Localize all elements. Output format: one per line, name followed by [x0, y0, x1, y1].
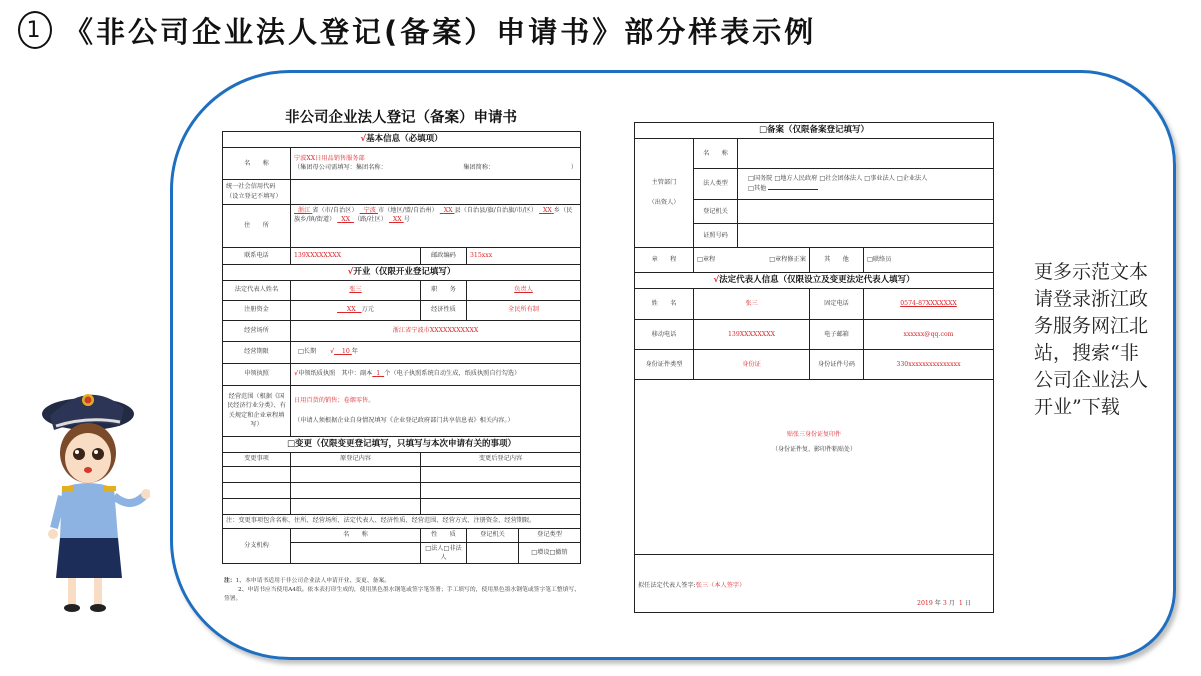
- phone-field[interactable]: 139XXXXXXXX: [291, 247, 421, 264]
- opening-header: √开业（仅限开业登记填写）: [223, 264, 581, 280]
- position-field[interactable]: 负责人: [467, 280, 581, 300]
- other-label: 其 他: [810, 247, 864, 272]
- reg-authority-label: 登记机关: [694, 199, 738, 223]
- change-header: □变更（仅限变更登记填写，只填写与本次申请有关的事项）: [223, 436, 581, 452]
- change-row: [223, 466, 581, 482]
- dept-name-label: 名 称: [694, 138, 738, 168]
- change-row: [223, 498, 581, 514]
- left-form-notes: 注：1、本申请书适用于非公司企业法人申请开业、变更、备案。 2、申请书应当使用A4纸。依本表打印生成的，使用黑色墨水钢笔或签字笔签署；手工填写的，使用黑色墨水钢笔或签字笔工整填写、签署。: [224, 578, 580, 602]
- basic-info-header: √基本信息（必填项）: [223, 132, 581, 148]
- license-field[interactable]: √申领纸质执照 其中：副本 1 个（电子执照系统自动生成，纸质执照自行勾选）: [291, 363, 581, 385]
- filing-header: □备案（仅限备案登记填写）: [635, 123, 994, 139]
- econ-nature-label: 经济性质: [421, 300, 467, 320]
- email-field[interactable]: xxxxxx@qq.com: [864, 319, 994, 349]
- signature-date: 2019 年 3 月 1 日: [917, 600, 972, 608]
- right-application-form: [634, 122, 994, 613]
- credit-code-field[interactable]: [291, 179, 581, 204]
- id-no-label: 身份证件号码: [810, 349, 864, 379]
- change-row: [223, 482, 581, 498]
- id-no-field[interactable]: 330xxxxxxxxxxxxxxx: [864, 349, 994, 379]
- scope-label: 经营范围（根据《国民经济行业分类》、有关规定和企业章程填写）: [223, 385, 291, 436]
- email-label: 电子邮箱: [810, 319, 864, 349]
- name-label: 名 称: [223, 147, 291, 179]
- branch-col-type: 登记类型: [519, 528, 581, 542]
- charter-label: 章 程: [635, 247, 694, 272]
- position-label: 职 务: [421, 280, 467, 300]
- econ-nature-field[interactable]: 全民所有制: [467, 300, 581, 320]
- left-form-title: 非公司企业法人登记（备案）申请书: [285, 110, 517, 126]
- credit-code-label: 统一社会信用代码（设立登记不填写）: [223, 179, 291, 204]
- branch-name-field[interactable]: [291, 542, 421, 564]
- circled-number-badge: 1: [18, 11, 52, 49]
- dept-label: 主管部门 （出资人）: [635, 138, 694, 247]
- business-place-field[interactable]: 浙江省宁波市XXXXXXXXXXX: [291, 320, 581, 341]
- rep-name-label: 姓 名: [635, 288, 694, 319]
- signature-area[interactable]: 拟任法定代表人签字:张三（本人签字） 2019 年 3 月 1 日: [635, 554, 994, 612]
- officer-mascot-icon: [20, 378, 150, 618]
- branch-label: 分支机构: [223, 528, 291, 564]
- change-note: 注：变更事项包含名称、住所、经营场所、法定代表人、经济性质、经营范围、经营方式、注册资金、经营期限。: [223, 514, 581, 528]
- charter-options[interactable]: □章程 □章程修正案: [694, 247, 810, 272]
- landline-field[interactable]: 0574-87XXXXXXX: [864, 288, 994, 319]
- phone-label: 联系电话: [223, 247, 291, 264]
- change-col-new: 变更后登记内容: [421, 452, 581, 466]
- scope-field[interactable]: 日用百货的销售；卷烟零售。 （申请人须根据企业自身情况填写《企业登记政府部门共享信息表》相关内容。）: [291, 385, 581, 436]
- change-col-original: 原登记内容: [291, 452, 421, 466]
- legal-rep-label: 法定代表人姓名: [223, 280, 291, 300]
- branch-nature-checkboxes[interactable]: □法人□非法人: [421, 542, 467, 564]
- cert-no-label: 证照号码: [694, 223, 738, 247]
- rep-name-field[interactable]: 张三: [694, 288, 810, 319]
- postcode-label: 邮政编码: [421, 247, 467, 264]
- license-label: 申领执照: [223, 363, 291, 385]
- capital-label: 注册资金: [223, 300, 291, 320]
- id-type-label: 身份证件类型: [635, 349, 694, 379]
- legal-rep-info-header: √法定代表人信息（仅限设立及变更法定代表人填写）: [635, 272, 994, 288]
- branch-col-nature: 性 质: [421, 528, 467, 542]
- dept-name-field[interactable]: [738, 138, 994, 168]
- capital-field[interactable]: XX 万元: [291, 300, 421, 320]
- address-field[interactable]: 浙江 省（市/自治区） 宁波 市（地区/盟/自治州） XX 县（自治县/旗/自治旗/市/区） XX 乡（民族乡/镇/街道） XX （路/社区） XX 号: [291, 204, 581, 247]
- mobile-field[interactable]: 139XXXXXXXX: [694, 319, 810, 349]
- change-col-item: 变更事项: [223, 452, 291, 466]
- other-options[interactable]: □联络员: [864, 247, 994, 272]
- mobile-label: 移动电话: [635, 319, 694, 349]
- name-field[interactable]: 宁波XX日用品销售服务部 （集团母公司需填写：集团名称： 集团简称： ）: [291, 147, 581, 179]
- legal-rep-field[interactable]: 张三: [291, 280, 421, 300]
- landline-label: 固定电话: [810, 288, 864, 319]
- address-label: 住 所: [223, 204, 291, 247]
- legal-type-label: 法人类型: [694, 168, 738, 199]
- legal-type-options[interactable]: □国务院 □地方人民政府 □社会团体法人 □事业法人 □企业法人 □其他: [738, 168, 994, 199]
- download-hint-text: 更多示范文本请登录浙江政务服务网江北站，搜索“非公司企业法人开业”下载: [1034, 261, 1149, 418]
- reg-authority-field[interactable]: [738, 199, 994, 223]
- term-label: 经营期限: [223, 341, 291, 363]
- branch-authority-field[interactable]: [467, 542, 519, 564]
- branch-type-checkboxes[interactable]: □增设□撤销: [519, 542, 581, 564]
- id-type-field[interactable]: 身份证: [694, 349, 810, 379]
- slide-title: [18, 8, 816, 52]
- cert-no-field[interactable]: [738, 223, 994, 247]
- branch-col-authority: 登记机关: [467, 528, 519, 542]
- term-long-checkbox[interactable]: □长期: [297, 348, 317, 356]
- term-field[interactable]: □长期 √ 10 年: [291, 341, 581, 363]
- branch-col-name: 名 称: [291, 528, 421, 542]
- postcode-field[interactable]: 315xxx: [467, 247, 581, 264]
- left-application-form: [222, 131, 581, 564]
- business-place-label: 经营场所: [223, 320, 291, 341]
- id-copy-paste-area[interactable]: 贴张三身份证复印件 （身份证件复、影印件粘贴处）: [635, 379, 994, 554]
- slide-title-text: 《非公司企业法人登记(备案）申请书》部分样表示例: [64, 14, 817, 49]
